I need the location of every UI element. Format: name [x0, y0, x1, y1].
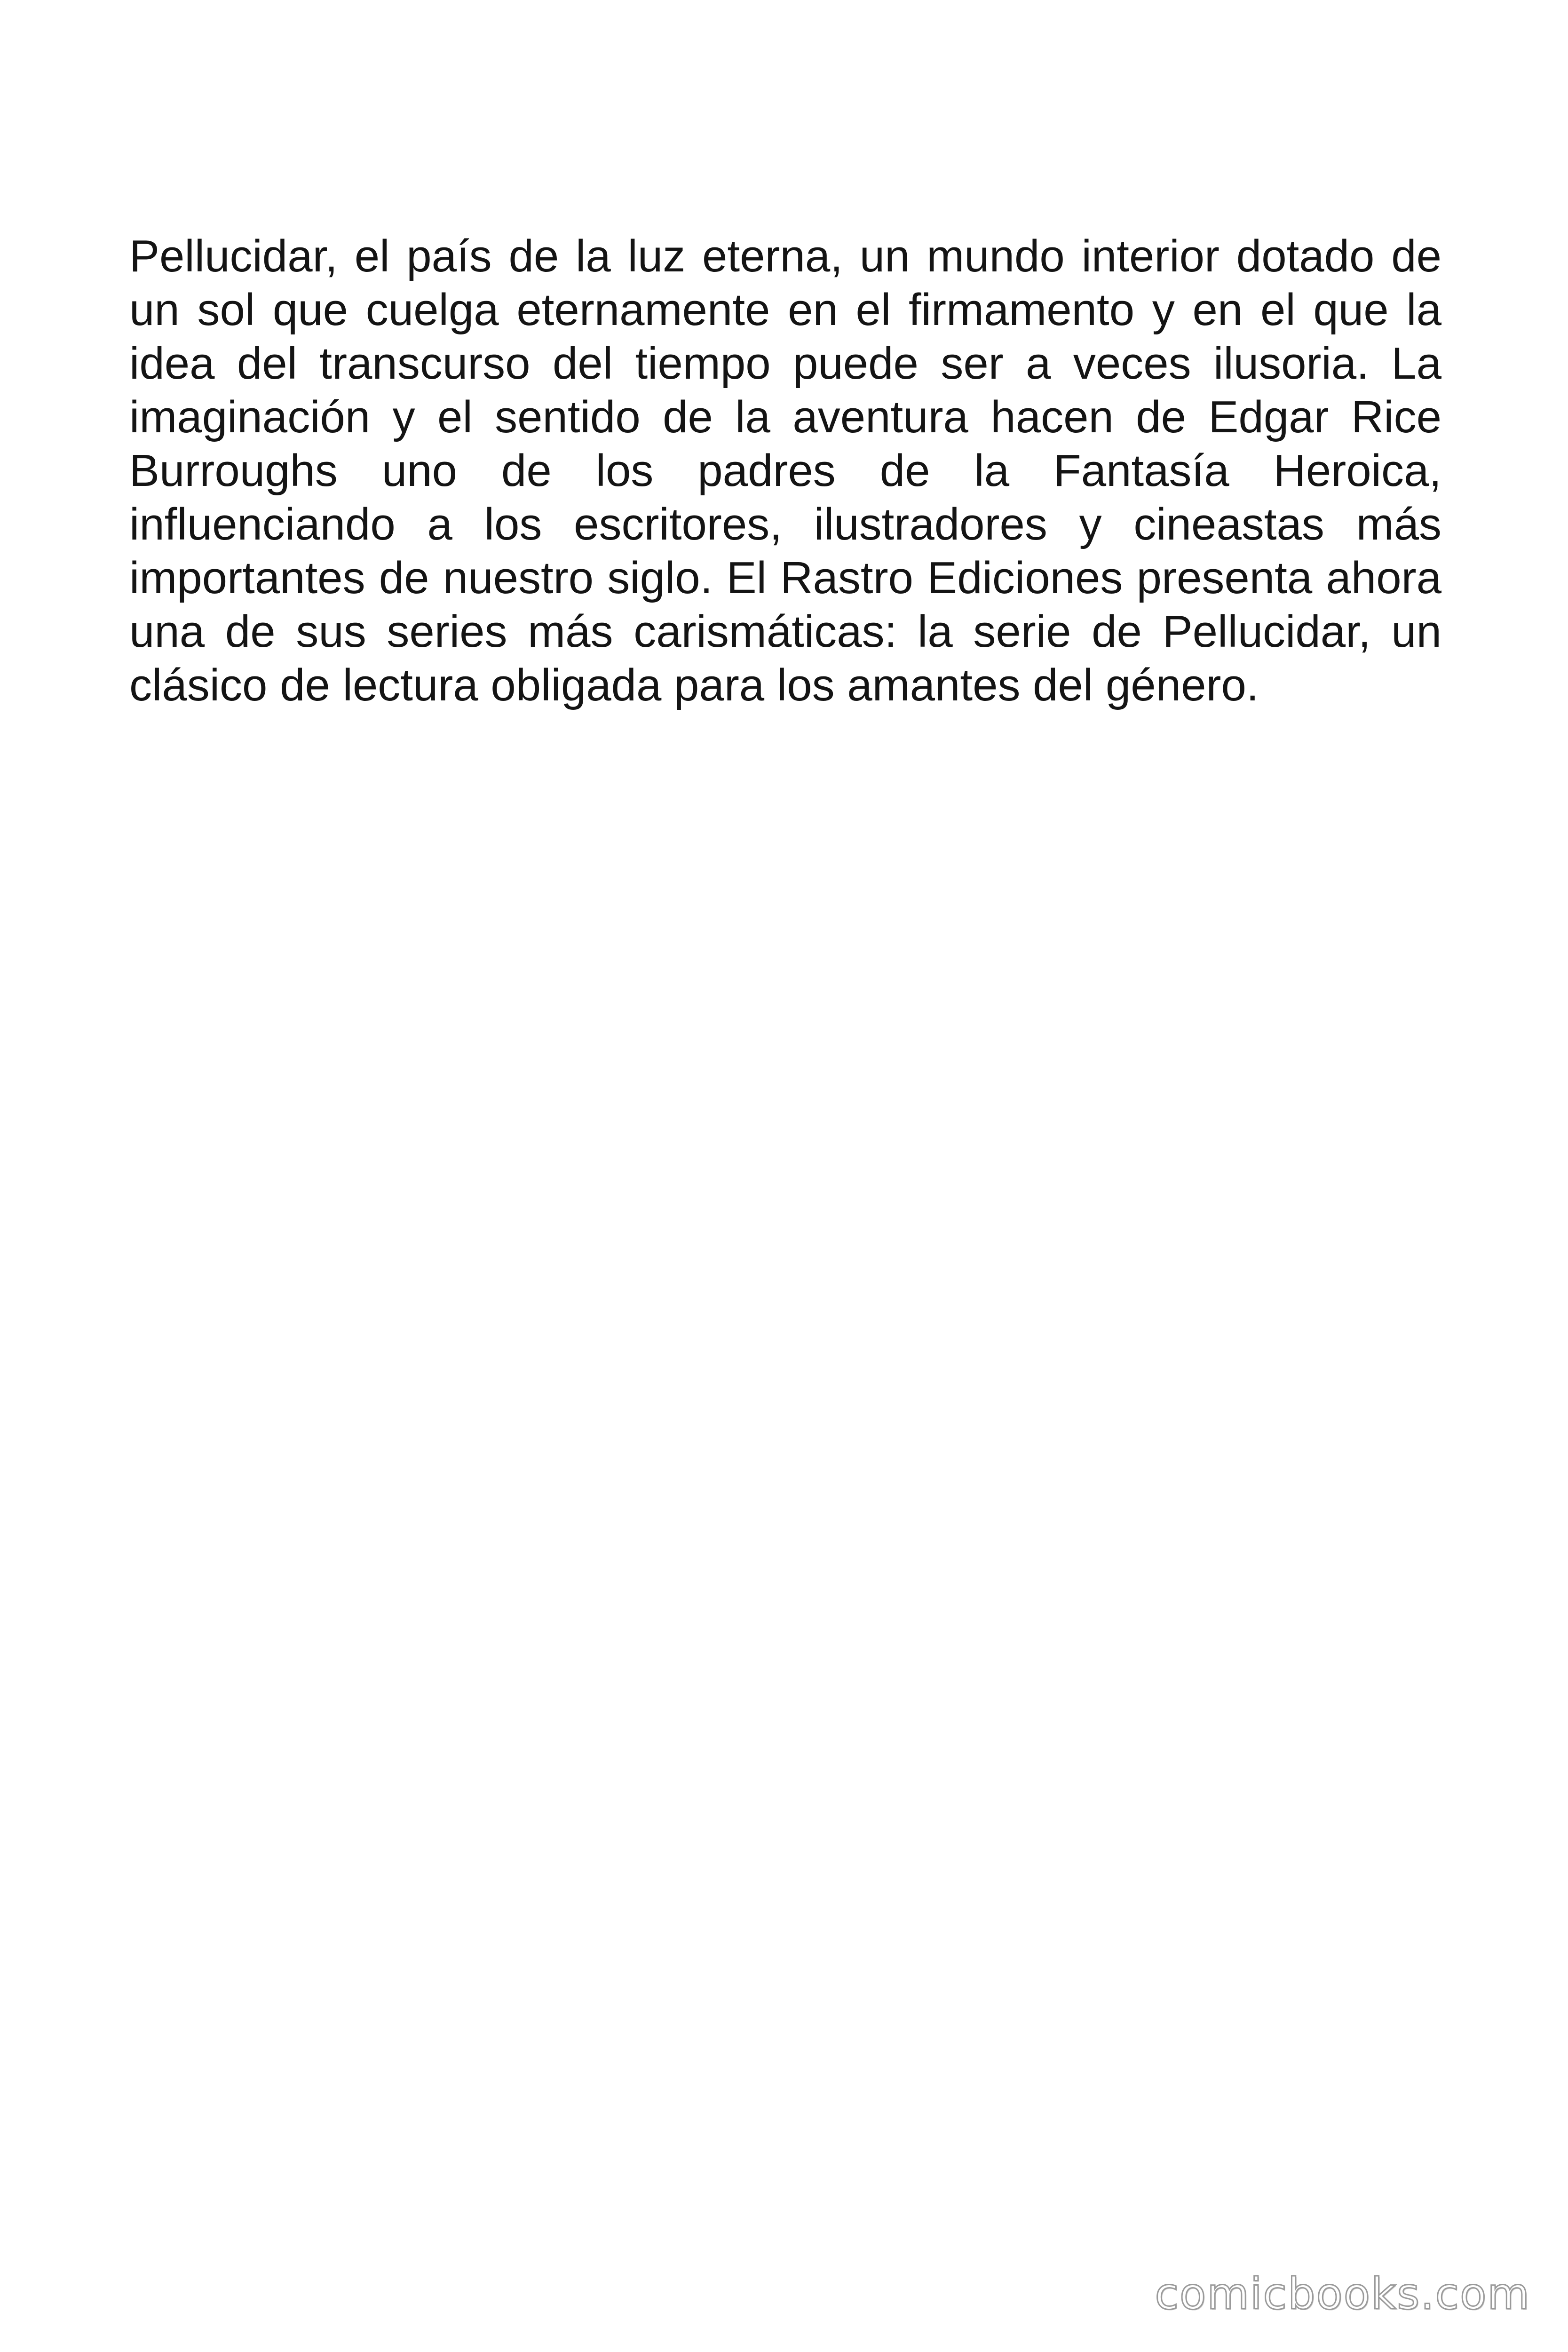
synopsis-paragraph: Pellucidar, el país de la luz eterna, un mundo interior dotado de un sol que cuelga eternamente en el firmamento y en el que la idea del transcurso del tiempo puede ser a veces ilusoria. La imaginación y el sentido de la aventura hacen de Edgar Rice Burroughs uno de los padres de la Fantasía Heroica, influenciando a los escritores, ilustradores y cineastas más importantes de nuestro siglo. El Rastro Ediciones presenta ahora una de sus series más carismáticas: la serie de Pellucidar, un clásico de lectura obligada para los amantes del género.	[129, 231, 1441, 710]
watermark-text: comicbooks.com	[1155, 2269, 1530, 2319]
